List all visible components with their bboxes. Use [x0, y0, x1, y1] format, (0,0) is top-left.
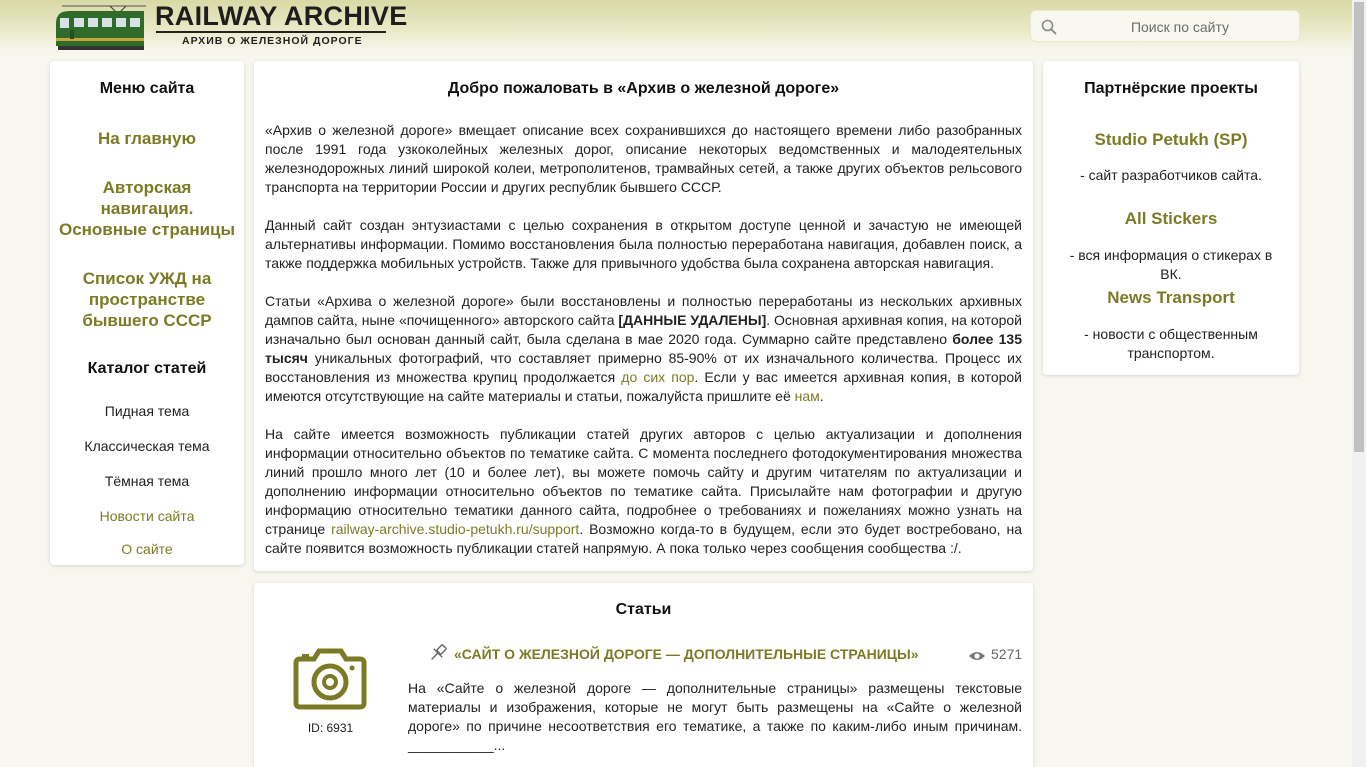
- partner-news-transport-desc: - новости с общественным транспортом.: [1084, 326, 1258, 361]
- data-removed-label: [ДАННЫЕ УДАЛЕНЫ]: [618, 312, 767, 328]
- text-segment: . Если у вас имеется архивная копия, в которой имеются отсутствующие на сайте материалы и статьи, пожалуйста пришлите её: [265, 369, 1023, 404]
- welcome-text: [265, 121, 1022, 577]
- text-segment: . Основная архивная копия, на которой изначально был основан данный сайт, была сделана в мае 2020 года. Суммарно сайте представлено: [265, 312, 1022, 347]
- menu-news-link[interactable]: Новости сайта: [99, 508, 195, 524]
- search-input[interactable]: [1067, 16, 1293, 38]
- welcome-title: Добро пожаловать в «Архив о железной дороге»: [447, 80, 840, 97]
- search-icon: [1041, 19, 1057, 35]
- text-segment: уникальных фотографий, что составляет примерно 85-90% от их изначального количества. Процесс их восстановления из множества крупиц продолжается: [265, 350, 1022, 385]
- site-subtitle: АРХИВ О ЖЕЛЕЗНОЙ ДОРОГЕ: [182, 35, 363, 47]
- partner-studio-petukh-link[interactable]: Studio Petukh (SP): [1094, 130, 1248, 149]
- catalog-title: Каталог статей: [87, 360, 207, 377]
- partner-news-transport-link[interactable]: News Transport: [1107, 288, 1235, 307]
- scrollbar-thumb[interactable]: [1354, 2, 1364, 452]
- still-ongoing-link[interactable]: до сих пор: [621, 369, 695, 385]
- partner-all-stickers-desc: - вся информация о стикерах в ВК.: [1069, 247, 1273, 282]
- contact-us-link[interactable]: нам: [794, 388, 820, 404]
- text-segment: .: [819, 388, 824, 404]
- menu-theme-pid[interactable]: Пидная тема: [104, 403, 190, 419]
- article-views: 5271: [991, 646, 1023, 662]
- welcome-panel: [254, 61, 1033, 571]
- site-title[interactable]: RAILWAY ARCHIVE: [155, 1, 408, 31]
- site-header: [0, 0, 1352, 50]
- partners-title: Партнёрские проекты: [1084, 80, 1258, 97]
- menu-about-link[interactable]: О сайте: [121, 541, 173, 557]
- partners-panel: [1043, 61, 1299, 375]
- menu-theme-dark[interactable]: Тёмная тема: [104, 473, 190, 489]
- eye-icon: [968, 649, 986, 663]
- partner-studio-petukh-desc: - сайт разработчиков сайта.: [1080, 167, 1262, 183]
- menu-ujd-list-link[interactable]: Список УЖД на пространстве бывшего СССР: [82, 269, 212, 330]
- text-segment: Статьи «Архива о железной дороге» были восстановлены и полностью переработаны из нескольких архивных дампов сайта, ныне «почищенного» авторского сайта: [265, 293, 1022, 328]
- page-scrollbar[interactable]: [1352, 0, 1366, 767]
- search-box[interactable]: [1030, 10, 1300, 42]
- menu-home-link[interactable]: На главную: [97, 129, 197, 148]
- logo-divider: [156, 31, 386, 33]
- welcome-paragraph-4: [265, 425, 1022, 558]
- text-segment: . Возможно когда-то в будущем, если это будет востребовано, на сайте появится возможность публикации статей напрямую. А пока только через сообщения сообщества :/.: [265, 521, 1022, 556]
- welcome-paragraph-1: «Архив о железной дороге» вмещает описание всех сохранившихся до настоящего времени либо разобранных после 1991 года узкоколейных железных дорог, описание некоторых ведомственных и малодеятельных железнодорожных линий широкой колеи, метрополитенов, трамвайных сетей, а также других объектов рельсового транспорта на территории России и других республик бывшего СССР.: [265, 122, 1022, 195]
- site-menu-panel: [50, 61, 244, 565]
- welcome-paragraph-2: Данный сайт создан энтузиастами с целью сохранения в открытом доступе ценной и зачастую не имеющей альтернативы информации. Помимо восстановления была полностью переработана навигация, добавлен поиск, а также поддержка мобильных устройств. Также для привычного удобства была сохранена авторская навигация.: [265, 217, 1022, 271]
- menu-title: Меню сайта: [99, 80, 195, 97]
- train-logo-icon[interactable]: [52, 2, 147, 50]
- menu-author-nav-link[interactable]: Авторская навигация. Основные страницы: [58, 178, 236, 239]
- article-excerpt: На «Сайте о железной дороге — дополнительные страницы» размещены текстовые материалы и изображения, которые не могут быть размещены на «Сайте о железной дороге» по причине несоответствия его тематике, а также по каким-либо иным причинам. ___________...: [408, 680, 1022, 753]
- pin-icon: [428, 643, 448, 663]
- support-page-link[interactable]: railway-archive.studio-petukh.ru/support: [331, 521, 580, 537]
- welcome-paragraph-3: [265, 292, 1022, 406]
- partner-all-stickers-link[interactable]: All Stickers: [1124, 209, 1218, 228]
- camera-icon[interactable]: [292, 647, 368, 711]
- articles-title: Статьи: [615, 601, 672, 618]
- article-id: ID: 6931: [307, 721, 354, 735]
- text-segment: На сайте имеется возможность публикации статей других авторов с целью актуализации и дополнения информации относительно объектов по тематике сайта. С момента последнего фотодокументирования множества линий прошло много лет (10 и более лет), вы можете помочь сайту и другим читателям по актуализации и дополнению информации относительно объектов по тематике сайта. Присылайте нам фотографии и другую информацию относительно тематики данного сайта, подробнее о требованиях и пожеланиях можно узнать на странице: [265, 426, 1022, 537]
- articles-panel: [254, 583, 1033, 767]
- menu-theme-classic[interactable]: Классическая тема: [84, 438, 210, 454]
- article-title-link[interactable]: «САЙТ О ЖЕЛЕЗНОЙ ДОРОГЕ — ДОПОЛНИТЕЛЬНЫЕ СТРАНИЦЫ»: [454, 646, 919, 662]
- photo-count-highlight: более 135 тысяч: [265, 331, 1022, 366]
